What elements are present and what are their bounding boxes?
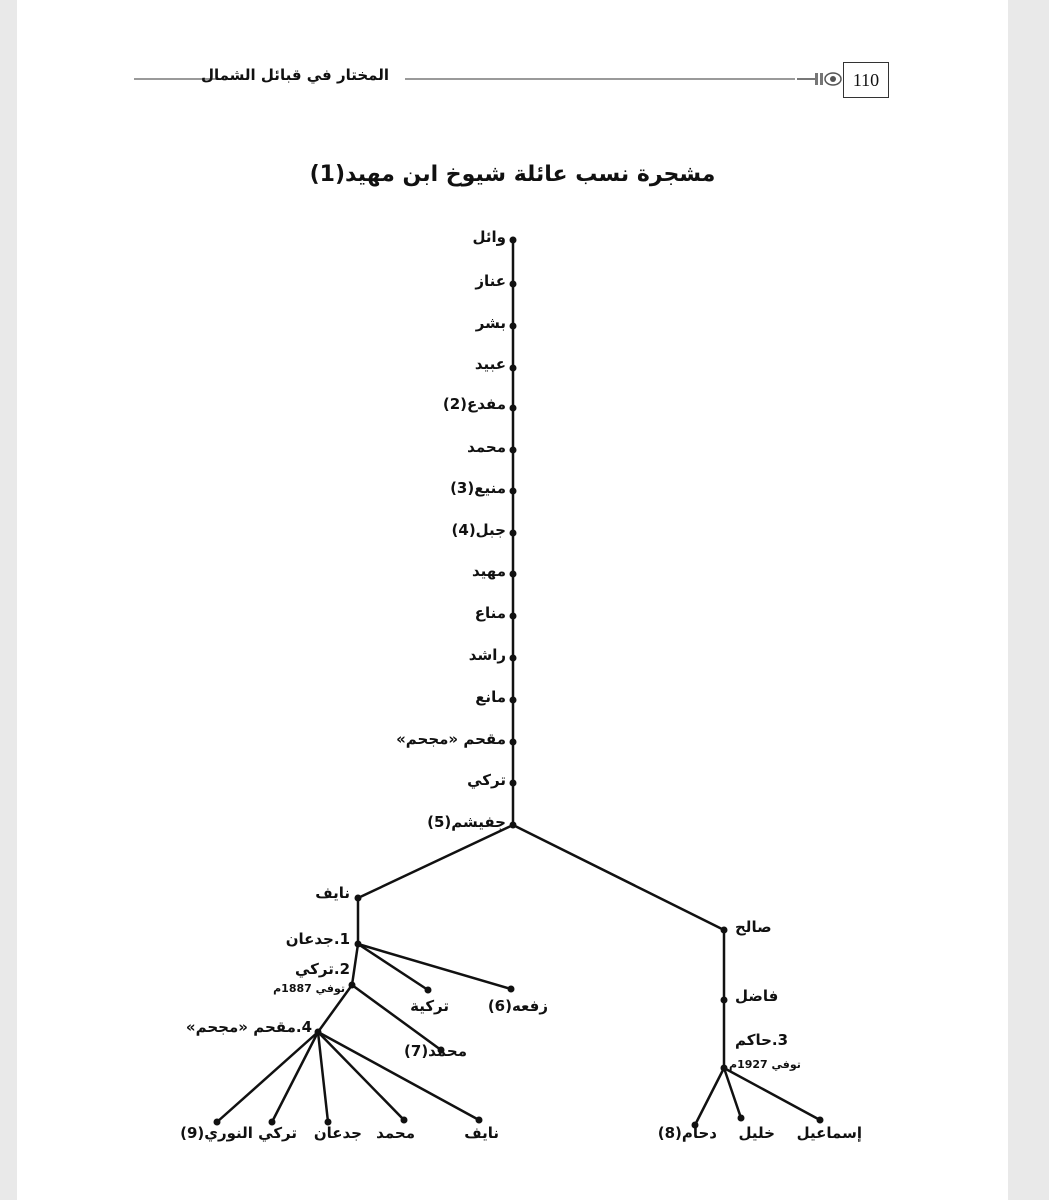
- branch-name-mohammed: محمد(7): [404, 1042, 467, 1060]
- branch-name-zafaa: زفعه(6): [487, 997, 548, 1015]
- book-title: المختار في قبائل الشمال: [200, 66, 389, 84]
- branch-name-nayef: نايف: [315, 884, 350, 902]
- lineage-name: وائل: [472, 228, 506, 246]
- grandson-name: نايف: [464, 1124, 499, 1142]
- lineage-name: تركي: [467, 771, 506, 789]
- grandson-name: محمد: [376, 1124, 415, 1142]
- branch-to-nayef: [358, 825, 513, 898]
- branch-name-turkiya: تركية: [410, 997, 449, 1015]
- branch-name-muqhim: 4.مقحم «مجحم»: [185, 1018, 312, 1036]
- lineage-name: محمد: [467, 438, 506, 456]
- lineage-name: مهيد: [472, 562, 506, 580]
- document-page: [17, 0, 1008, 1200]
- lineage-name: بشر: [475, 314, 506, 332]
- branch-name-hakem: 3.حاكم: [735, 1031, 789, 1049]
- lineage-name: عبيد: [474, 355, 506, 373]
- lineage-name: عناز: [475, 272, 506, 290]
- lineage-name: مفدع(2): [442, 395, 506, 413]
- death-note-hakem: توفي 1927م: [729, 1058, 801, 1071]
- branch-name-fadel: فاضل: [735, 987, 779, 1005]
- grandson-name: جدعان: [313, 1124, 362, 1142]
- branch-to-saleh: [513, 825, 724, 930]
- lineage-name: راشد: [468, 646, 506, 664]
- lineage-name: مانع: [475, 688, 506, 706]
- right-son-name: إسماعيل: [796, 1124, 862, 1142]
- right-son-name: خليل: [738, 1124, 775, 1142]
- family-tree-lines: [17, 0, 1008, 1200]
- death-note-turki: توفي 1887م: [273, 982, 345, 995]
- lineage-name: جفيشم(5): [427, 813, 506, 831]
- page-number: 110: [843, 62, 889, 98]
- page-title: مشجرة نسب عائلة شيوخ ابن مهيد(1): [309, 162, 716, 187]
- lineage-name: جبل(4): [451, 521, 506, 539]
- lineage-name: مناع: [474, 604, 506, 622]
- branch-name-turki: 2.تركي: [295, 960, 350, 978]
- grandson-name: تركي النوري(9): [180, 1124, 297, 1142]
- right-son-name: دحام(8): [657, 1124, 717, 1142]
- lineage-name: مقحم «مجحم»: [396, 730, 506, 748]
- branch-name-saleh: صالح: [735, 918, 772, 936]
- lineage-name: منيع(3): [450, 479, 506, 497]
- branch-name-jadaan: 1.جدعان: [285, 930, 350, 948]
